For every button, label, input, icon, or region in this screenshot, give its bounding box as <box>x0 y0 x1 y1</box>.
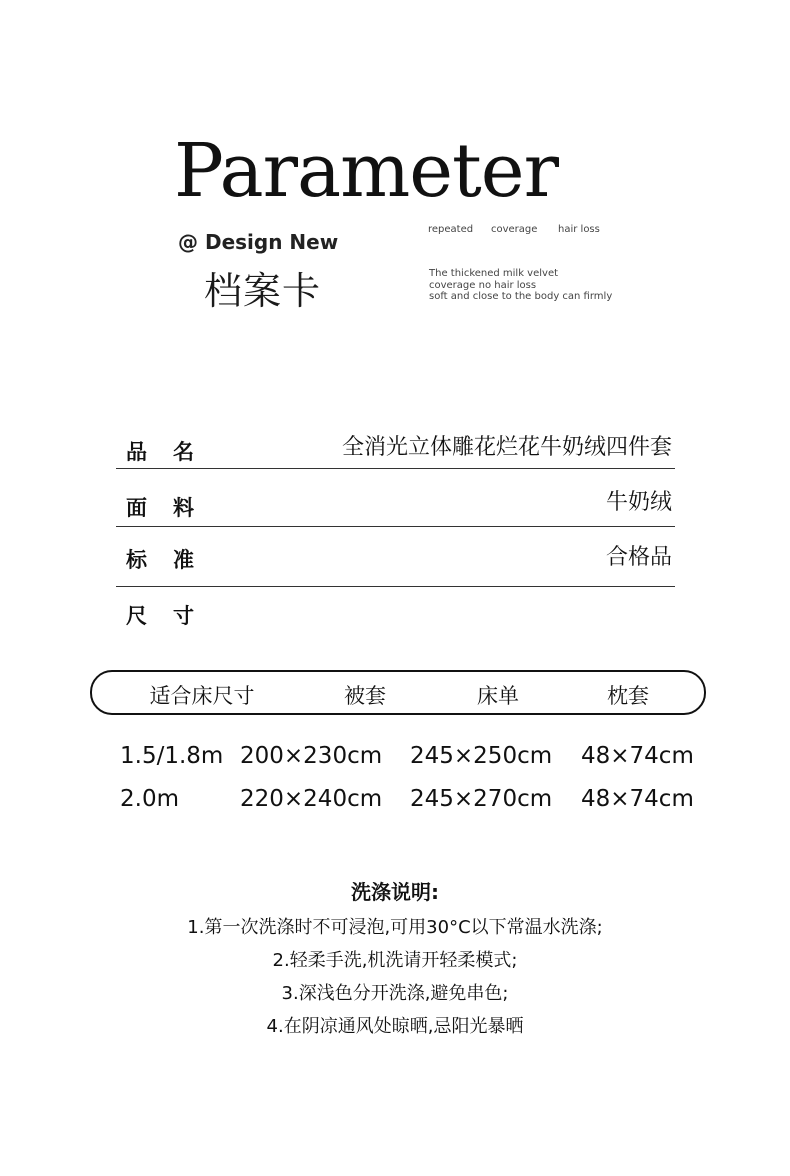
washing-title: 洗涤说明: <box>351 880 439 904</box>
divider <box>116 586 675 587</box>
size-header-sheet: 床单 <box>477 684 519 708</box>
washing-line: 4.在阴凉通风处晾晒,忌阳光暴晒 <box>266 1016 524 1037</box>
size-cell: 245×250cm <box>410 743 553 769</box>
size-cell: 48×74cm <box>581 786 694 812</box>
size-header-duvet: 被套 <box>344 684 386 708</box>
size-cell: 2.0m <box>120 786 179 812</box>
divider <box>116 526 675 527</box>
product-description <box>429 268 612 303</box>
size-cell: 200×230cm <box>240 743 383 769</box>
washing-line: 3.深浅色分开洗涤,避免串色; <box>281 983 509 1004</box>
size-cell: 245×270cm <box>410 786 553 812</box>
divider <box>116 468 675 469</box>
tag-coverage: coverage <box>491 224 538 235</box>
param-value-material: 牛奶绒 <box>605 490 672 515</box>
washing-line: 2.轻柔手洗,机洗请开轻柔模式; <box>272 950 518 971</box>
param-label-size: 尺寸 <box>126 604 220 628</box>
param-label-material: 面料 <box>126 496 220 520</box>
size-cell: 220×240cm <box>240 786 383 812</box>
tag-repeated: repeated <box>428 224 474 235</box>
param-value-name: 全消光立体雕花烂花牛奶绒四件套 <box>341 435 672 460</box>
page-title: Parameter <box>174 128 558 214</box>
param-label-standard: 标准 <box>126 548 220 572</box>
washing-line: 1.第一次洗涤时不可浸泡,可用30°C以下常温水洗涤; <box>187 917 603 938</box>
brand-subtitle: @ Design New <box>178 230 339 254</box>
size-cell: 1.5/1.8m <box>120 743 224 769</box>
description-line: The thickened milk velvet <box>429 268 559 279</box>
param-label-name: 品名 <box>126 440 220 464</box>
size-header-pillowcase: 枕套 <box>607 684 649 708</box>
description-line: coverage no hair loss <box>429 279 537 291</box>
size-cell: 48×74cm <box>581 743 694 769</box>
param-value-standard: 合格品 <box>605 545 672 570</box>
description-line: soft and close to the body can firmly <box>429 291 613 302</box>
chinese-title: 档案卡 <box>204 269 322 313</box>
size-header-bed: 适合床尺寸 <box>149 684 255 708</box>
tag-hair-loss: hair loss <box>558 224 600 235</box>
